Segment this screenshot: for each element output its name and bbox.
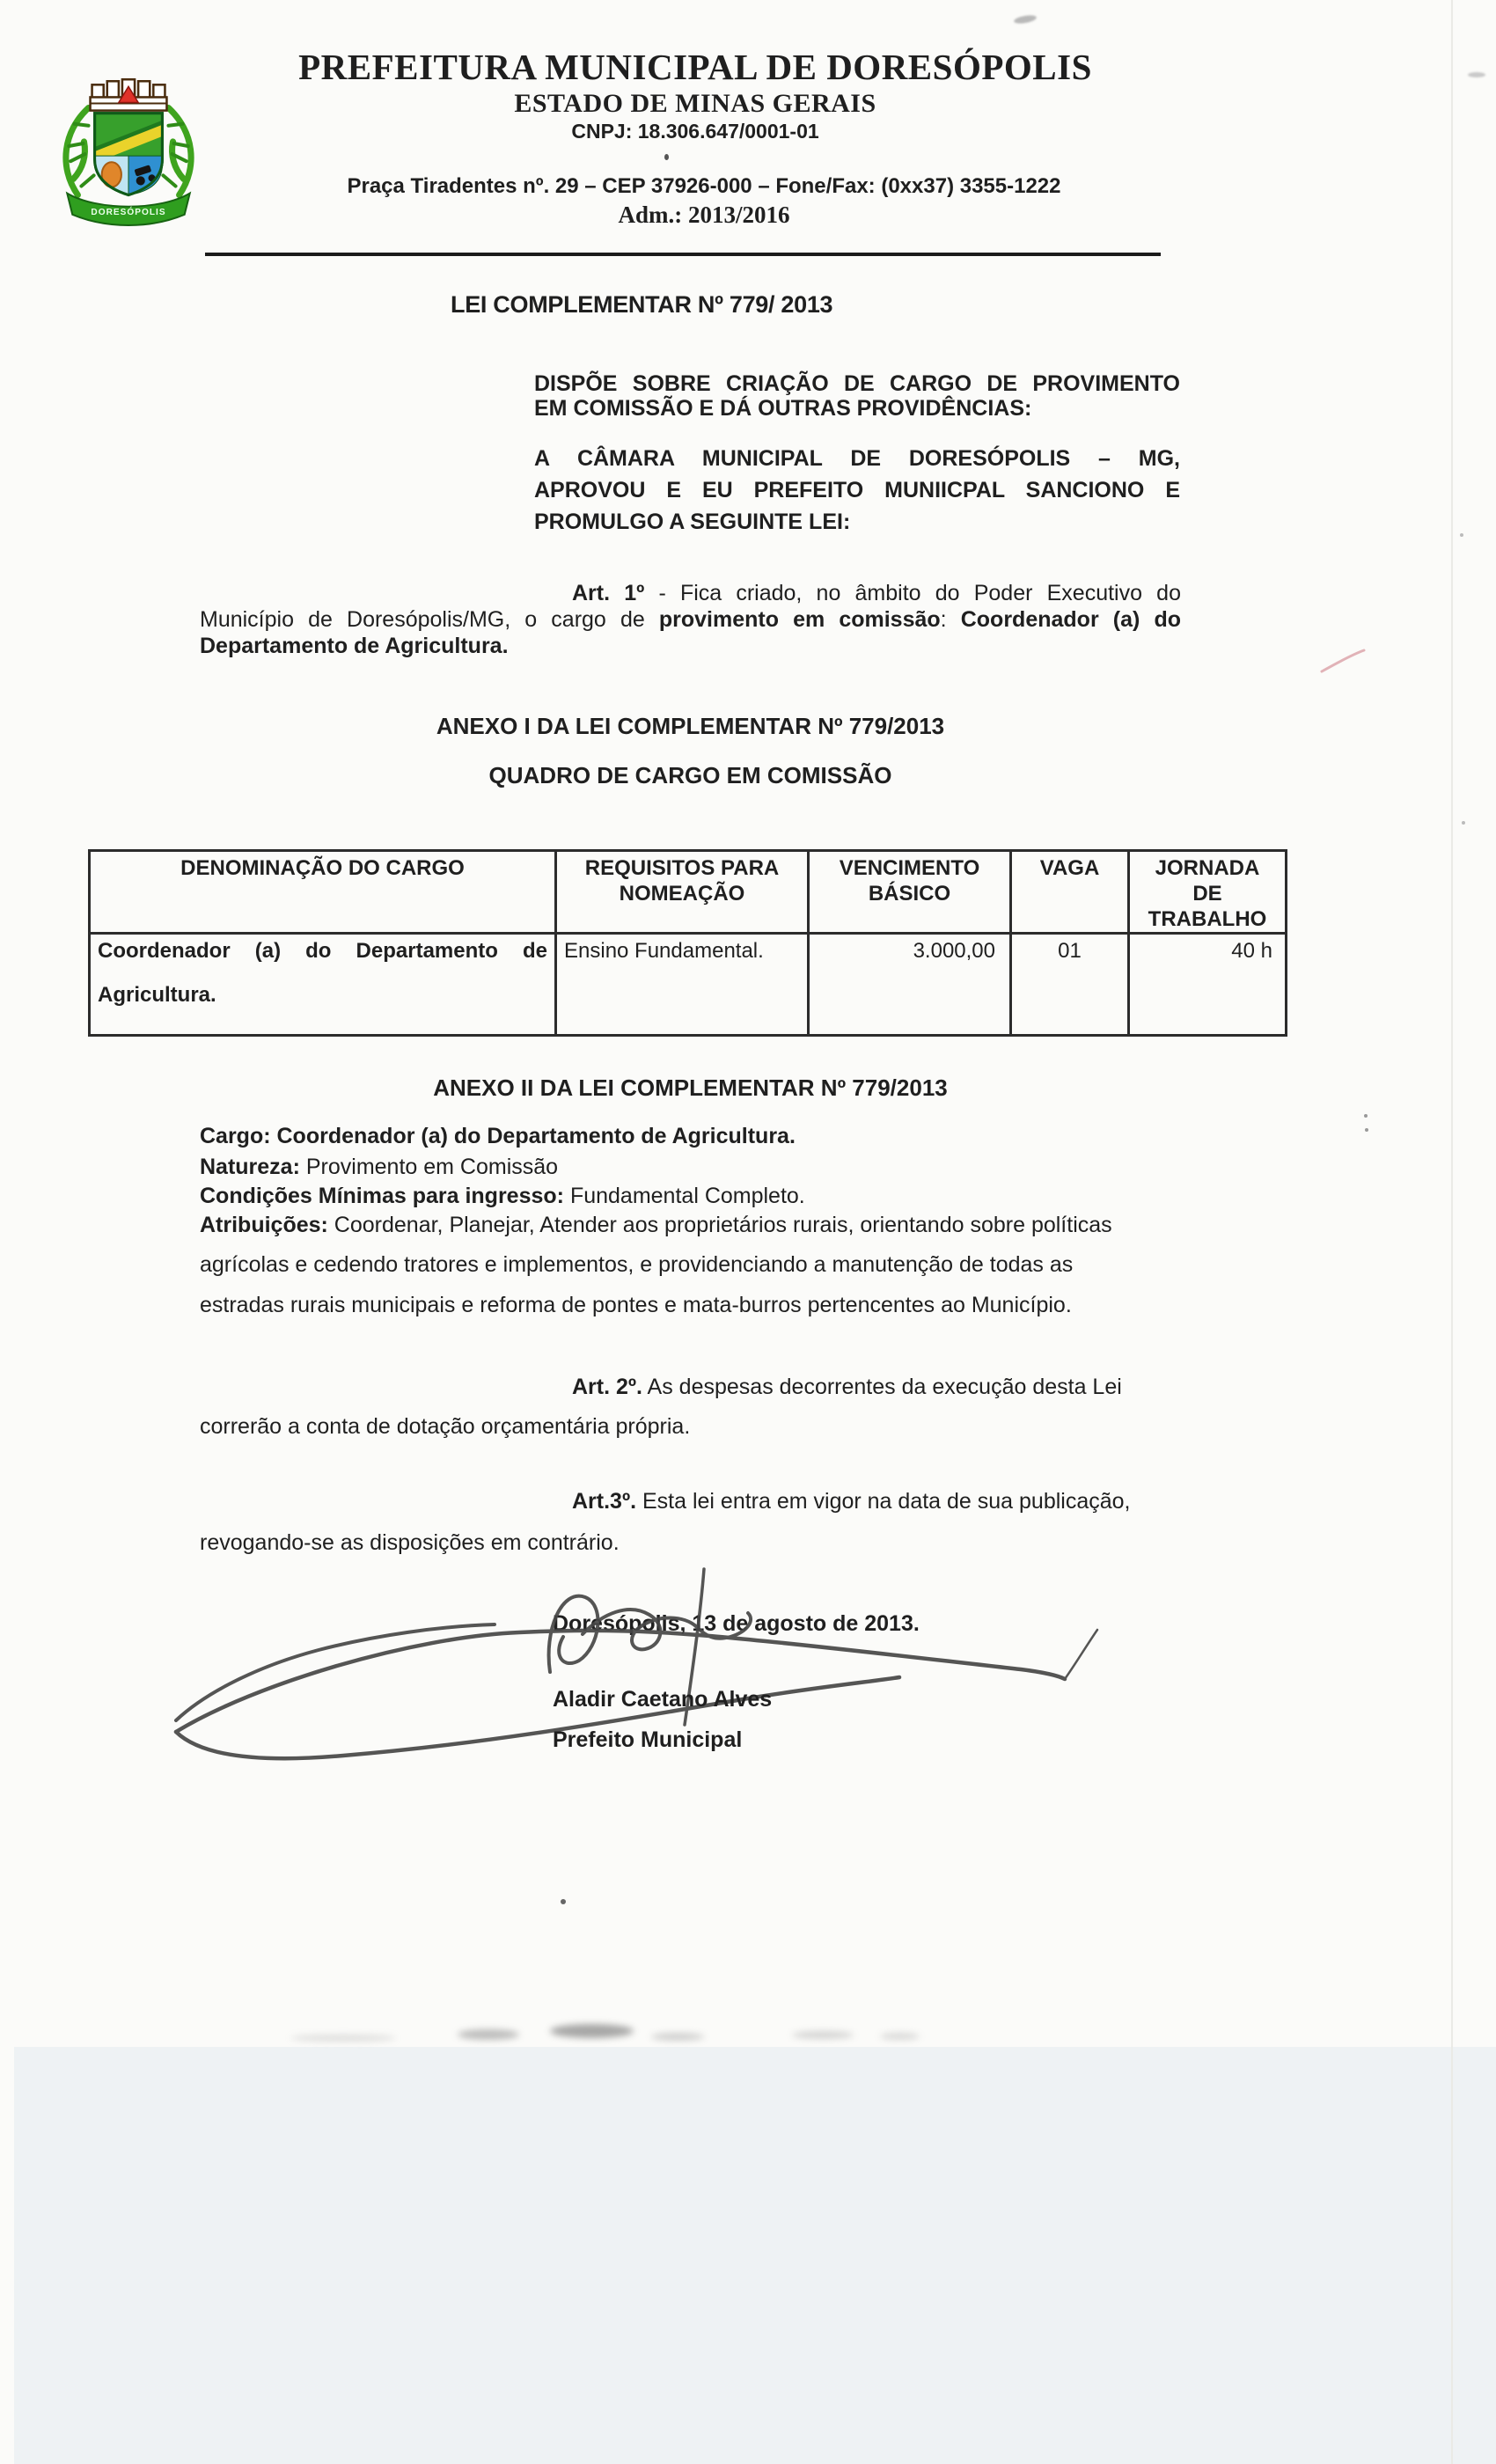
article-3-line-1: Art.3º. Esta lei entra em vigor na data de sua publicação,	[572, 1489, 1131, 1514]
letterhead-title: PREFEITURA MUNICIPAL DE DORESÓPOLIS	[298, 47, 1092, 87]
scan-artifact-speck	[561, 1899, 566, 1904]
scan-artifact-speck	[664, 154, 669, 160]
col-header-denominacao: DENOMINAÇÃO DO CARGO	[90, 851, 556, 934]
scan-artifact-speck	[1468, 72, 1485, 77]
col-header-vencimento: VENCIMENTO BÁSICO	[809, 851, 1011, 934]
epigraph-line-1: DISPÕE SOBRE CRIAÇÃO DE CARGO DE PROVIMENTO	[534, 371, 1180, 396]
scan-artifact-smudge	[792, 2031, 854, 2039]
scan-artifact-speck	[1365, 1128, 1368, 1132]
anexo-ii-atribuicoes-line-2: agrícolas e cedendo tratores e implementos, e providenciando a manutenção de todas as	[200, 1252, 1074, 1277]
letterhead-divider	[205, 253, 1161, 256]
municipal-coat-of-arms-icon	[44, 62, 213, 227]
article-2-line-1: Art. 2º. As despesas decorrentes da execução desta Lei	[572, 1375, 1122, 1399]
article-1-line-1: Art. 1º - Fica criado, no âmbito do Poder Executivo do	[572, 581, 1181, 605]
preamble-line-1: A CÂMARA MUNICIPAL DE DORESÓPOLIS – MG,	[534, 446, 1180, 471]
signer-name: Aladir Caetano Alves	[553, 1687, 773, 1712]
table-row	[90, 934, 1287, 1036]
letterhead-cnpj: CNPJ: 18.306.647/0001-01	[571, 120, 819, 143]
anexo-ii-condicoes: Condições Mínimas para ingresso: Fundamental Completo.	[200, 1184, 805, 1208]
preamble-line-3: PROMULGO A SEGUINTE LEI:	[534, 510, 851, 534]
scan-artifact-smudge	[880, 2033, 920, 2040]
article-1-line-3: Departamento de Agricultura.	[200, 634, 509, 658]
anexo-i-title: ANEXO I DA LEI COMPLEMENTAR Nº 779/2013	[436, 713, 945, 739]
scan-artifact-speck	[1462, 821, 1465, 825]
letterhead-address: Praça Tiradentes nº. 29 – CEP 37926-000 – Fone/Fax: (0xx37) 3355-1222	[347, 174, 1061, 198]
signer-role: Prefeito Municipal	[553, 1727, 743, 1752]
scan-artifact-smudge	[550, 2024, 634, 2038]
place-date-line: Doresópolis, 13 de agosto de 2013.	[553, 1611, 920, 1636]
anexo-ii-natureza: Natureza: Provimento em Comissão	[200, 1155, 559, 1179]
anexo-i-subtitle: QUADRO DE CARGO EM COMISSÃO	[488, 762, 892, 788]
epigraph-line-2: EM COMISSÃO E DÁ OUTRAS PROVIDÊNCIAS:	[534, 396, 1032, 421]
scan-artifact-paper-edge	[1451, 0, 1453, 2464]
scan-artifact-smudge	[651, 2033, 704, 2041]
scan-artifact-pink-stroke	[1311, 642, 1373, 682]
scan-artifact-bottom-tint	[14, 2047, 1496, 2464]
scan-artifact-speck	[1014, 14, 1038, 25]
anexo-ii-title: ANEXO II DA LEI COMPLEMENTAR Nº 779/2013	[433, 1074, 948, 1101]
scan-artifact-speck	[1364, 1114, 1368, 1118]
article-1-line-2: Município de Doresópolis/MG, o cargo de provimento em comissão: Coordenador (a) do	[200, 607, 1181, 632]
scan-artifact-speck	[1460, 533, 1463, 537]
cargo-table	[88, 849, 1287, 1037]
letterhead-administration: Adm.: 2013/2016	[618, 202, 790, 228]
letterhead-state: ESTADO DE MINAS GERAIS	[514, 89, 876, 118]
col-header-requisitos: REQUISITOS PARA NOMEAÇÃO	[556, 851, 809, 934]
scan-artifact-smudge	[290, 2035, 396, 2042]
anexo-ii-atribuicoes-line-1: Atribuições: Coordenar, Planejar, Atender aos proprietários rurais, orientando sobre políticas	[200, 1213, 1112, 1237]
anexo-ii-atribuicoes-line-3: estradas rurais municipais e reforma de pontes e mata-burros pertencentes ao Município.	[200, 1293, 1072, 1317]
article-3-line-2: revogando-se as disposições em contrário.	[200, 1530, 620, 1555]
scan-artifact-smudge	[458, 2029, 519, 2040]
article-2-line-2: correrão a conta de dotação orçamentária própria.	[200, 1414, 691, 1439]
cell-denominacao: Coordenador (a) do Departamento de Agricultura.	[90, 934, 556, 1036]
coat-of-arms-banner-text: DORESÓPOLIS	[91, 207, 166, 217]
law-number-heading: LEI COMPLEMENTAR Nº 779/ 2013	[451, 291, 833, 318]
col-header-vaga: VAGA	[1011, 851, 1129, 934]
cell-vaga: 01	[1011, 934, 1129, 1036]
anexo-ii-cargo: Cargo: Coordenador (a) do Departamento de Agricultura.	[200, 1124, 796, 1148]
cell-requisitos: Ensino Fundamental.	[556, 934, 809, 1036]
col-header-jornada: JORNADA DE TRABALHO	[1129, 851, 1287, 934]
table-header-row	[90, 851, 1287, 934]
cell-vencimento: 3.000,00	[809, 934, 1011, 1036]
preamble-line-2: APROVOU E EU PREFEITO MUNIICPAL SANCIONO E	[534, 478, 1180, 502]
cell-jornada: 40 h	[1129, 934, 1287, 1036]
